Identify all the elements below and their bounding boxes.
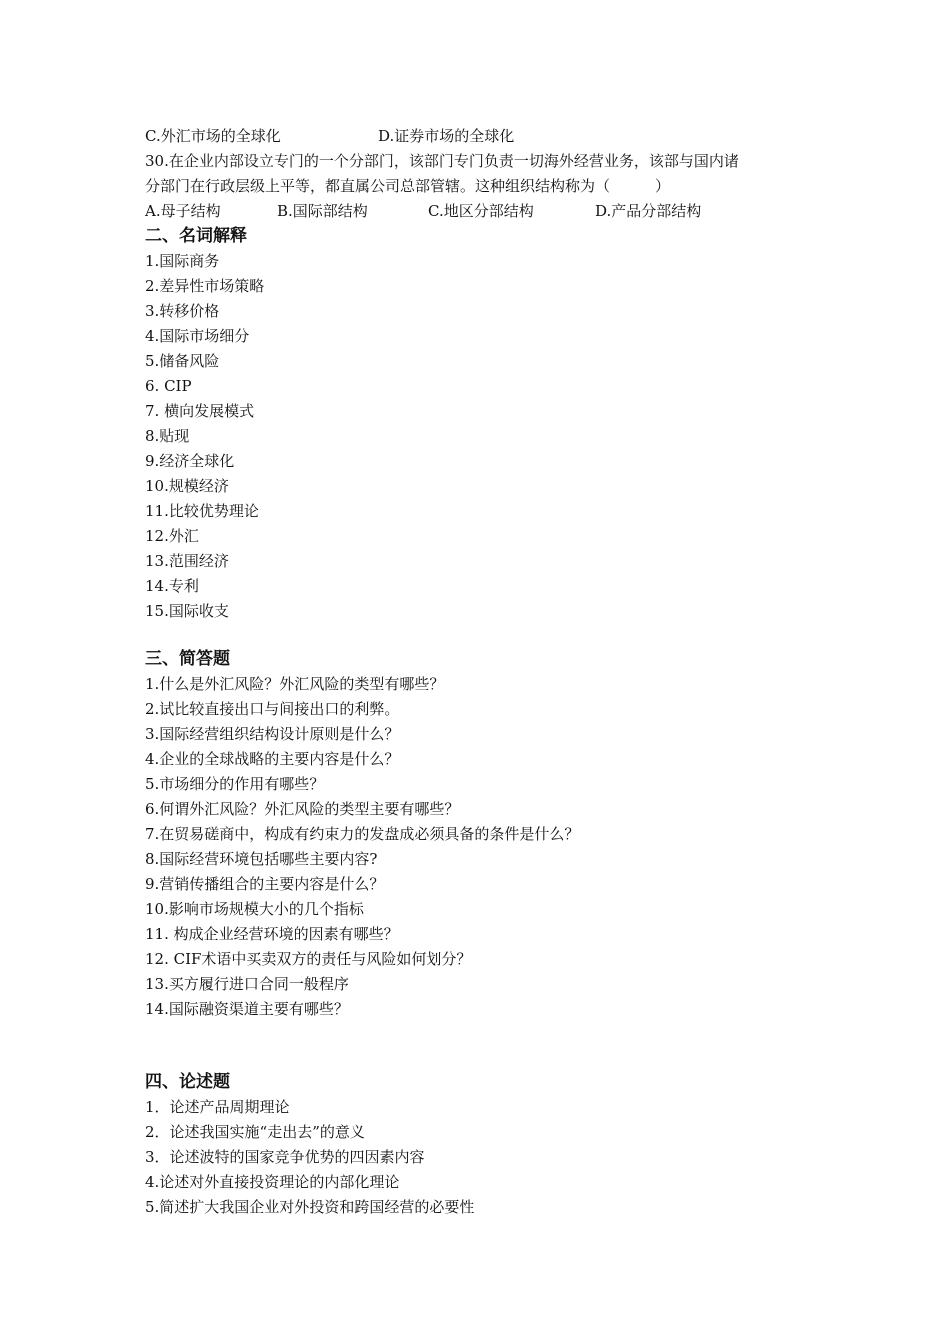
terms-list (145, 249, 825, 624)
list-item: 10.影响市场规模大小的几个指标 (145, 900, 364, 918)
section-terms (145, 224, 825, 624)
option-d: D.证券市场的全球化 (378, 127, 515, 145)
question-text-line-1: 30.在企业内部设立专门的一个分部门，该部门专门负责一切海外经营业务，该部与国内诸 (145, 152, 739, 170)
list-item: 8.国际经营环境包括哪些主要内容? (145, 850, 378, 868)
option-a: A.母子结构 (145, 202, 221, 220)
list-item: 3．论述波特的国家竞争优势的四因素内容 (145, 1148, 425, 1166)
essay-list (145, 1095, 825, 1220)
list-item: 7.在贸易磋商中，构成有约束力的发盘成必须具备的条件是什么？ (145, 825, 580, 843)
list-item: 12. CIF术语中买卖双方的责任与风险如何划分？ (145, 950, 472, 968)
question-text-line-2: 分部门在行政层级上平等，都直属公司总部管辖。这种组织结构称为（ ） (145, 177, 671, 195)
list-item: 5.储备风险 (145, 352, 220, 370)
question-29-options (145, 124, 825, 149)
list-item: 2．论述我国实施“走出去”的意义 (145, 1123, 365, 1141)
option-b: B.国际部结构 (277, 202, 368, 220)
list-item: 12.外汇 (145, 527, 199, 545)
list-item: 8.贴现 (145, 427, 190, 445)
list-item: 5.市场细分的作用有哪些？ (145, 775, 325, 793)
list-item: 4.国际市场细分 (145, 327, 250, 345)
list-item: 3.国际经营组织结构设计原则是什么？ (145, 725, 400, 743)
option-row (145, 124, 825, 149)
option-d: D.产品分部结构 (595, 202, 702, 220)
list-item: 2.差异性市场策略 (145, 277, 265, 295)
list-item: 14.专利 (145, 577, 199, 595)
list-item: 14.国际融资渠道主要有哪些？ (145, 1000, 349, 1018)
section-essay (145, 1070, 825, 1220)
list-item: 11. 构成企业经营环境的因素有哪些？ (145, 925, 399, 943)
list-item: 4.企业的全球战略的主要内容是什么？ (145, 750, 400, 768)
list-item: 7. 横向发展模式 (145, 402, 255, 420)
option-row (145, 199, 825, 224)
section-heading: 四、论述题 (145, 1072, 230, 1092)
list-item: 4.论述对外直接投资理论的内部化理论 (145, 1173, 400, 1191)
section-heading: 三、简答题 (145, 649, 230, 669)
option-c: C.地区分部结构 (428, 202, 534, 220)
list-item: 2.试比较直接出口与间接出口的利弊。 (145, 700, 400, 718)
list-item: 6. CIP (145, 377, 192, 395)
option-c: C.外汇市场的全球化 (145, 127, 281, 145)
question-30 (145, 149, 825, 224)
list-item: 11.比较优势理论 (145, 502, 259, 520)
list-item: 9.经济全球化 (145, 452, 235, 470)
list-item: 10.规模经济 (145, 477, 229, 495)
list-item: 6.何谓外汇风险？外汇风险的类型主要有哪些？ (145, 800, 460, 818)
short-answer-list (145, 672, 825, 1022)
list-item: 5.简述扩大我国企业对外投资和跨国经营的必要性 (145, 1198, 475, 1216)
list-item: 1.什么是外汇风险？外汇风险的类型有哪些？ (145, 675, 445, 693)
list-item: 15.国际收支 (145, 602, 229, 620)
list-item: 3.转移价格 (145, 302, 220, 320)
list-item: 1．论述产品周期理论 (145, 1098, 290, 1116)
list-item: 13.范围经济 (145, 552, 229, 570)
list-item: 1.国际商务 (145, 252, 220, 270)
section-short-answer (145, 647, 825, 1022)
list-item: 9.营销传播组合的主要内容是什么？ (145, 875, 385, 893)
section-heading: 二、名词解释 (145, 226, 247, 246)
list-item: 13.买方履行进口合同一般程序 (145, 975, 349, 993)
